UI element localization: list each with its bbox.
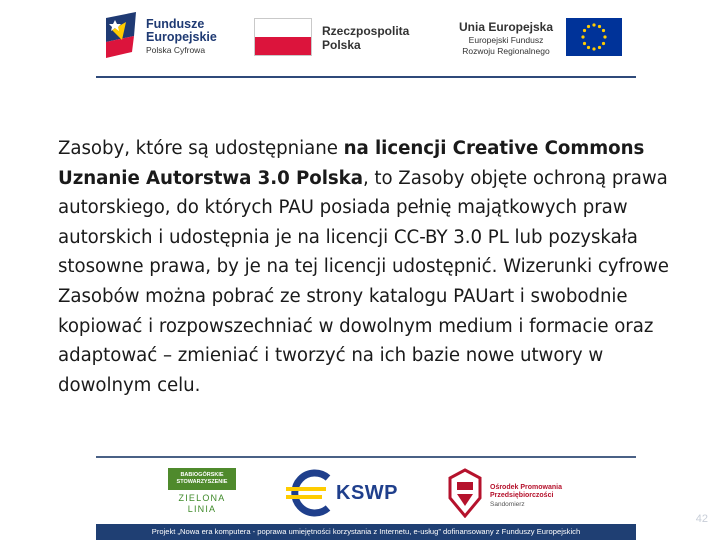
opp-line3: Sandomierz xyxy=(490,501,525,508)
babiogorskie-line1: BABIOGÓRSKIE xyxy=(180,472,224,478)
babiogorskie-logo xyxy=(166,466,238,520)
unia-line2: Europejski Fundusz xyxy=(468,35,544,45)
kswp-euro-icon xyxy=(282,468,338,518)
rzeczpospolita-polska-logo xyxy=(254,10,410,68)
babiogorskie-badge xyxy=(168,468,236,490)
main-content xyxy=(58,134,680,400)
kswp-label: KSWP xyxy=(336,482,398,504)
rzeczpospolita-line1: Rzeczpospolita xyxy=(322,24,410,38)
fundusze-line1: Fundusze xyxy=(146,17,205,31)
babiogorskie-line4: LINIA xyxy=(187,504,217,514)
rzeczpospolita-line2: Polska xyxy=(322,38,361,52)
babiogorskie-line3: ZIELONA xyxy=(178,493,226,503)
fundusze-europejskie-icon xyxy=(106,12,140,62)
slide-number: 42 xyxy=(695,513,708,525)
partner-logos xyxy=(96,460,636,522)
polish-flag-icon xyxy=(254,18,312,56)
unia-europejska-logo xyxy=(452,10,628,68)
unia-line1: Unia Europejska xyxy=(458,20,554,34)
paragraph-bold-license: na licencji Creative Commons Uznanie Autorstwa 3.0 Polska xyxy=(58,138,645,189)
license-paragraph xyxy=(58,134,680,400)
header-divider xyxy=(96,76,636,78)
header-logos xyxy=(96,10,636,68)
project-footer: Projekt „Nowa era komputera - poprawa umiejętności korzystania z Internetu, e-usług” dofinansowany z Funduszy Europejskich xyxy=(96,524,636,540)
paragraph-text-start: Zasoby, które są udostępniane xyxy=(58,138,344,159)
opp-sandomierz-logo xyxy=(446,468,596,520)
opp-emblem-icon xyxy=(446,468,484,518)
kswp-logo xyxy=(282,468,400,518)
opp-line1: Ośrodek Promowania xyxy=(490,484,562,491)
paragraph-text-rest: , to Zasoby objęte ochroną prawa autorskiego, do których PAU posiada pełnię majątkowych praw autorskich i udostępnia je na licencji CC-BY 3.0 PL lub pozyskała stosowne prawa, by je na tej licencji udostępnić. Wizerunki cyfrowe Zasobów można pobrać ze strony katalogu PAUart i swobodnie kopiować i rozpowszechniać w dowolnym medium i formacie oraz adaptować – zmieniać i tworzyć na ich bazie nowe utwory w dowolnym celu. xyxy=(58,167,669,396)
footer-divider xyxy=(96,456,636,458)
fundusze-line2: Europejskie xyxy=(146,30,217,44)
eu-flag-icon xyxy=(566,18,622,56)
unia-line3: Rozwoju Regionalnego xyxy=(462,46,550,56)
fundusze-line3: Polska Cyfrowa xyxy=(146,45,206,55)
fundusze-europejskie-logo xyxy=(106,10,236,68)
opp-line2: Przedsiębiorczości xyxy=(490,492,554,499)
babiogorskie-line2: STOWARZYSZENIE xyxy=(176,479,228,485)
